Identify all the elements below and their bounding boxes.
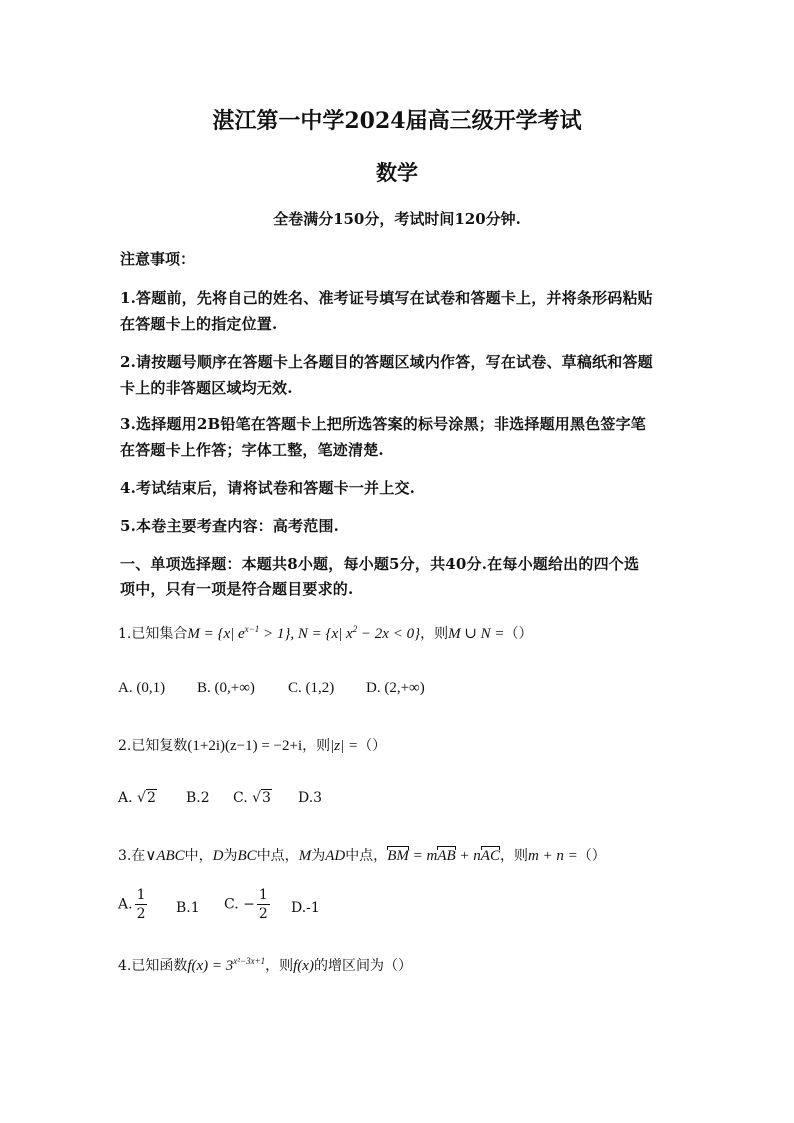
q3-option-d: D.-1 [291,900,320,916]
q3-option-b: B.1 [176,900,200,916]
q4-function: $f(x) = 3^{x^2-3x+1}$ [187,956,266,974]
q1-union: M ∪ N = [448,626,505,642]
q3-triangle: ∨ABC [145,848,185,864]
q1-option-d: D. (2,+∞) [366,680,425,696]
q2-blank: （） [358,738,387,754]
q1-option-a: A. (0,1) [118,680,166,696]
q3-option-a: A. $\frac{1}{2}$ [118,887,146,922]
q1-prefix: 1.已知集合 [118,626,188,642]
vector-ac: AC [480,848,500,864]
vector-bm: BM [387,848,409,864]
question-2 [118,735,386,755]
note-1-line1: 1.答题前，先将自己的姓名、准考证号填写在试卷和答题卡上，并将条形码粘贴 [120,289,653,307]
note-5: 5.本卷主要考查内容：高考范围. [120,517,340,535]
note-3-line1: 3.选择题用2B铅笔在答题卡上把所选答案的标号涂黑；非选择题用黑色签字笔 [120,415,646,433]
q2-suffix: ，则 [302,738,331,754]
q1-option-c: C. (1,2) [288,680,335,696]
question-1 [118,623,533,643]
exam-title: 湛江第一中学2024届高三级开学考试 [212,108,582,134]
note-1-line2: 在答题卡上的指定位置. [120,315,278,333]
q1-suffix: ，则 [420,626,449,642]
q3-sum: m + n = [527,848,578,864]
q3-option-c: C. − $\frac{1}{2}$ [224,887,268,922]
note-4: 4.考试结束后，请将试卷和答题卡一并上交. [120,479,416,497]
q2-option-d: D.3 [298,790,323,806]
note-2-line2: 卡上的非答题区域均无效. [120,379,293,397]
q2-option-a: A. √2 [118,790,156,806]
q1-set-m: M = {x| $e^{x-1} > 1$}, N = {x| $x^2 - 2x < 0$} [187,624,421,642]
section-heading-line2: 项中，只有一项是符合题目要求的. [120,580,354,598]
vector-ab: AB [437,848,456,864]
q2-prefix: 2.已知复数 [118,738,188,754]
q2-modulus: |z| = [330,738,359,754]
q1-option-b: B. (0,+∞) [197,680,255,696]
q2-equation: (1+2i)(z−1) = −2+i [187,738,303,754]
notes-heading: 注意事项： [120,250,196,268]
question-3: 3.在∨ABC中，D为BC中点，M为AD中点，BM = mAB + nAC，则m + n =（） [118,848,606,864]
q1-blank: （） [504,626,533,642]
note-3-line2: 在答题卡上作答；字体工整，笔迹清楚. [120,441,384,459]
q2-option-b: B.2 [186,790,210,806]
note-2-line1: 2.请按题号顺序在答题卡上各题目的答题区域内作答，写在试卷、草稿纸和答题 [120,353,653,371]
question-4: 4.已知函数$f(x) = 3^{x^2-3x+1}$，则f(x)的增区间为（） [118,956,412,974]
exam-meta: 全卷满分150分，考试时间120分钟. [273,210,521,228]
subject-title: 数学 [376,160,418,185]
q2-option-c: C. √3 [233,790,271,806]
section-heading-line1: 一、单项选择题：本题共8小题，每小题5分，共40分.在每小题给出的四个选 [120,555,640,573]
